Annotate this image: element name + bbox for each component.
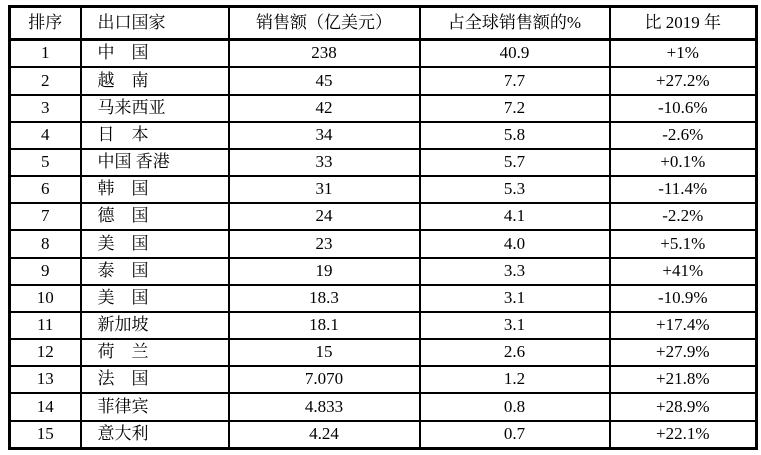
header-row <box>10 7 757 40</box>
export-sales-table <box>8 5 758 450</box>
cell-rank: 1 <box>10 40 81 68</box>
cell-rank: 10 <box>10 285 81 312</box>
cell-sales: 7.070 <box>229 366 420 393</box>
cell-rank: 2 <box>10 67 81 94</box>
cell-country: 马来西亚 <box>81 95 229 122</box>
cell-share: 3.1 <box>420 312 610 339</box>
table-row <box>10 203 757 230</box>
cell-vs2019: -11.4% <box>610 176 757 203</box>
cell-rank: 15 <box>10 421 81 449</box>
cell-sales: 45 <box>229 67 420 94</box>
cell-share: 5.3 <box>420 176 610 203</box>
cell-vs2019: +0.1% <box>610 149 757 176</box>
cell-sales: 4.24 <box>229 421 420 449</box>
cell-vs2019: -10.6% <box>610 95 757 122</box>
cell-sales: 18.1 <box>229 312 420 339</box>
cell-country: 新加坡 <box>81 312 229 339</box>
cell-sales: 19 <box>229 258 420 285</box>
cell-vs2019: +22.1% <box>610 421 757 449</box>
table-row <box>10 122 757 149</box>
cell-share: 1.2 <box>420 366 610 393</box>
cell-share: 7.7 <box>420 67 610 94</box>
column-header-rank: 排序 <box>10 7 81 40</box>
cell-country: 中 国 <box>81 40 229 68</box>
cell-sales: 24 <box>229 203 420 230</box>
cell-country: 越 南 <box>81 67 229 94</box>
cell-sales: 23 <box>229 230 420 257</box>
table-row <box>10 176 757 203</box>
cell-country: 荷 兰 <box>81 339 229 366</box>
cell-share: 5.8 <box>420 122 610 149</box>
cell-rank: 3 <box>10 95 81 122</box>
cell-sales: 42 <box>229 95 420 122</box>
cell-share: 3.3 <box>420 258 610 285</box>
cell-rank: 9 <box>10 258 81 285</box>
cell-share: 7.2 <box>420 95 610 122</box>
cell-sales: 34 <box>229 122 420 149</box>
cell-country: 泰 国 <box>81 258 229 285</box>
table-row <box>10 393 757 420</box>
cell-vs2019: -10.9% <box>610 285 757 312</box>
cell-vs2019: +27.2% <box>610 67 757 94</box>
cell-vs2019: +1% <box>610 40 757 68</box>
column-header-sales: 销售额（亿美元） <box>229 7 420 40</box>
cell-country: 美 国 <box>81 230 229 257</box>
cell-rank: 14 <box>10 393 81 420</box>
cell-country: 美 国 <box>81 285 229 312</box>
cell-vs2019: +5.1% <box>610 230 757 257</box>
cell-share: 5.7 <box>420 149 610 176</box>
cell-share: 2.6 <box>420 339 610 366</box>
cell-country: 韩 国 <box>81 176 229 203</box>
column-header-vs2019: 比 2019 年 <box>610 7 757 40</box>
table-header <box>10 7 757 40</box>
table-row <box>10 40 757 68</box>
column-header-share: 占全球销售额的% <box>420 7 610 40</box>
cell-share: 40.9 <box>420 40 610 68</box>
cell-rank: 4 <box>10 122 81 149</box>
cell-vs2019: -2.6% <box>610 122 757 149</box>
cell-sales: 31 <box>229 176 420 203</box>
table-row <box>10 421 757 449</box>
cell-vs2019: +28.9% <box>610 393 757 420</box>
cell-share: 3.1 <box>420 285 610 312</box>
table-row <box>10 339 757 366</box>
cell-share: 4.0 <box>420 230 610 257</box>
cell-vs2019: -2.2% <box>610 203 757 230</box>
table-row <box>10 312 757 339</box>
cell-vs2019: +21.8% <box>610 366 757 393</box>
table-row <box>10 366 757 393</box>
cell-country: 菲律宾 <box>81 393 229 420</box>
cell-sales: 238 <box>229 40 420 68</box>
table-body <box>10 40 757 449</box>
table-row <box>10 285 757 312</box>
cell-rank: 8 <box>10 230 81 257</box>
cell-country: 法 国 <box>81 366 229 393</box>
table-row <box>10 67 757 94</box>
cell-country: 日 本 <box>81 122 229 149</box>
column-header-country: 出口国家 <box>81 7 229 40</box>
cell-rank: 12 <box>10 339 81 366</box>
cell-country: 德 国 <box>81 203 229 230</box>
cell-rank: 13 <box>10 366 81 393</box>
cell-sales: 4.833 <box>229 393 420 420</box>
cell-rank: 5 <box>10 149 81 176</box>
cell-vs2019: +17.4% <box>610 312 757 339</box>
cell-sales: 33 <box>229 149 420 176</box>
table-row <box>10 149 757 176</box>
cell-country: 中国 香港 <box>81 149 229 176</box>
cell-rank: 11 <box>10 312 81 339</box>
cell-sales: 15 <box>229 339 420 366</box>
cell-rank: 7 <box>10 203 81 230</box>
cell-share: 0.7 <box>420 421 610 449</box>
cell-vs2019: +41% <box>610 258 757 285</box>
table-row <box>10 258 757 285</box>
table-row <box>10 95 757 122</box>
cell-share: 4.1 <box>420 203 610 230</box>
cell-rank: 6 <box>10 176 81 203</box>
cell-sales: 18.3 <box>229 285 420 312</box>
table-row <box>10 230 757 257</box>
cell-country: 意大利 <box>81 421 229 449</box>
cell-vs2019: +27.9% <box>610 339 757 366</box>
cell-share: 0.8 <box>420 393 610 420</box>
